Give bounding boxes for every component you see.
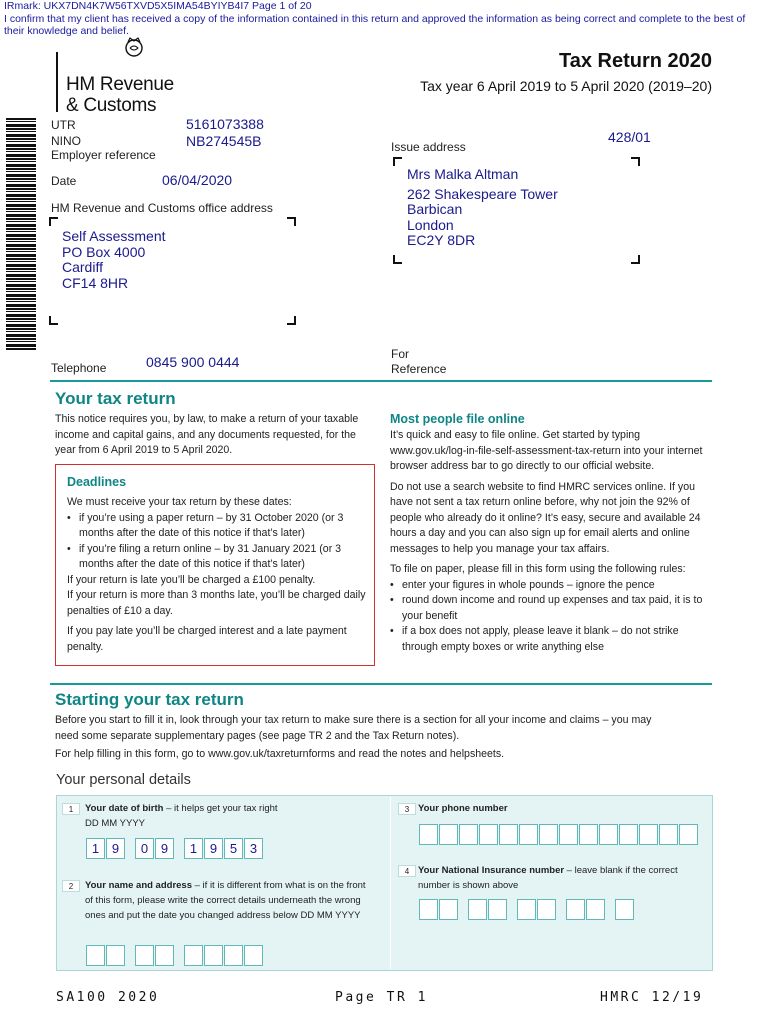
list-item: • if you’re using a paper return – by 31 October 2020 (or 3 months after the date of this notice if that’s later)	[67, 511, 367, 542]
phone-cell[interactable]	[479, 824, 498, 845]
file-online-text: Do not use a search website to find HMRC services online. If you have not sent a tax return online before, why not join the 92% of people who already do it online? It’s easy, secure and available 24 hours a day and you can also sign up for email alerts and online messages to help you manage your tax affairs.	[390, 480, 701, 555]
issue-address-line: Barbican	[407, 201, 463, 218]
issue-address-line: EC2Y 8DR	[407, 231, 476, 248]
phone-cell[interactable]	[659, 824, 678, 845]
change-date-year-4[interactable]	[244, 945, 263, 966]
irmark-line: IRmark: UKX7DN4K7W56TXVD5X5IMA54BYIYB4I7 Page 1 of 20	[4, 0, 312, 12]
phone-cell[interactable]	[499, 824, 518, 845]
change-date-year-1[interactable]	[184, 945, 203, 966]
your-tax-return-heading: Your tax return	[55, 389, 176, 408]
dob-month-2[interactable]: 9	[155, 838, 174, 859]
nino-cell[interactable]	[615, 899, 634, 920]
barcode	[6, 118, 36, 350]
hmrc-version: HMRC 12/19	[600, 990, 704, 1005]
for-reference-label: Reference	[391, 362, 447, 376]
royal-crest-icon	[120, 36, 148, 58]
utr-label: UTR	[51, 118, 76, 132]
form-divider	[390, 797, 391, 969]
phone-cell[interactable]	[519, 824, 538, 845]
dob-month-1[interactable]: 0	[135, 838, 154, 859]
employer-reference-label: Employer reference	[51, 148, 156, 162]
list-item: • if a box does not apply, please leave it blank – do not strike through empty boxes or write anything else	[390, 624, 712, 655]
nino-cell[interactable]	[439, 899, 458, 920]
list-item: • round down income and round up expenses and tax paid, it is to your benefit	[390, 593, 712, 624]
phone-cell[interactable]	[419, 824, 438, 845]
phone-cell[interactable]	[619, 824, 638, 845]
dob-year-2[interactable]: 9	[204, 838, 223, 859]
personal-details-heading: Your personal details	[56, 772, 191, 788]
address-corner	[287, 217, 296, 226]
question-number: 4	[398, 865, 416, 877]
change-date-month-2[interactable]	[155, 945, 174, 966]
phone-cell[interactable]	[679, 824, 698, 845]
change-date-month-1[interactable]	[135, 945, 154, 966]
phone-cell[interactable]	[579, 824, 598, 845]
office-address-line: PO Box 4000	[62, 243, 146, 260]
starting-heading: Starting your tax return	[55, 690, 244, 709]
change-date-year-2[interactable]	[204, 945, 223, 966]
list-item: • if you’re filing a return online – by 31 January 2021 (or 3 months after the date of this notice if that’s later)	[67, 542, 367, 573]
issue-address-label: Issue address	[391, 140, 466, 154]
phone-cell[interactable]	[559, 824, 578, 845]
dob-hint: – it helps get your tax right	[163, 803, 278, 814]
dob-day-2[interactable]: 9	[106, 838, 125, 859]
address-corner	[49, 217, 58, 226]
section-divider	[50, 683, 712, 685]
deadlines-intro: We must receive your tax return by these dates:	[67, 496, 292, 508]
deadlines-box	[55, 464, 375, 666]
for-reference-label: For	[391, 347, 409, 361]
nino-cell[interactable]	[468, 899, 487, 920]
nino-cell[interactable]	[419, 899, 438, 920]
starting-text: Before you start to fill it in, look through your tax return to make sure there is a section for all your income and claims – you may need some separate supplementary pages (see page TR 2 and the Tax Return notes).	[55, 714, 652, 742]
issue-reference: 428/01	[608, 129, 651, 145]
list-item: • enter your figures in whole pounds – ignore the pence	[390, 578, 712, 594]
phone-cell[interactable]	[599, 824, 618, 845]
office-address-line: Cardiff	[62, 259, 103, 275]
address-corner	[393, 255, 402, 264]
phone-cell[interactable]	[539, 824, 558, 845]
logo-rule	[56, 52, 58, 112]
address-corner	[287, 316, 296, 325]
file-online-content	[390, 428, 712, 655]
utr-value: 5161073388	[186, 116, 264, 132]
late-payment-text: If you pay late you’ll be charged interest and a late payment penalty.	[67, 625, 347, 653]
address-corner	[631, 157, 640, 166]
name-address-hint: – if it is different from what is on the front of this form, please write the correct details underneath the wrong ones and put the date you changed address below DD MM YYYY	[85, 880, 366, 921]
office-address	[62, 229, 166, 291]
issue-address-line: 262 Shakespeare Tower	[407, 186, 558, 203]
file-online-heading: Most people file online	[390, 412, 525, 426]
question-number: 1	[62, 803, 80, 815]
question-number: 2	[62, 880, 80, 892]
address-corner	[631, 255, 640, 264]
change-date-day-2[interactable]	[106, 945, 125, 966]
dob-day-1[interactable]: 1	[86, 838, 105, 859]
dob-year-3[interactable]: 5	[224, 838, 243, 859]
name-address-label: Your name and address	[85, 880, 192, 891]
dob-format: DD MM YYYY	[85, 818, 146, 829]
nino-question-label: Your National Insurance number	[418, 865, 565, 876]
form-reference: SA100 2020	[56, 990, 160, 1005]
dob-year-1[interactable]: 1	[184, 838, 203, 859]
address-corner	[49, 316, 58, 325]
nino-question	[418, 863, 708, 893]
dob-question	[85, 801, 375, 831]
confirmation-text: I confirm that my client has received a copy of the information contained in this return and approved the information as being correct and complete to the best of their knowledge and belief.	[4, 12, 746, 37]
dob-year-4[interactable]: 3	[244, 838, 263, 859]
date-label: Date	[51, 174, 77, 188]
telephone-label: Telephone	[51, 361, 107, 375]
nino-value: NB274545B	[186, 133, 262, 149]
telephone-value: 0845 900 0444	[146, 354, 240, 370]
logo-text-line2: & Customs	[66, 95, 157, 116]
office-address-line: Self Assessment	[62, 228, 166, 244]
issue-address	[407, 167, 558, 248]
address-corner	[393, 157, 402, 166]
nino-cell[interactable]	[537, 899, 556, 920]
nino-cell[interactable]	[586, 899, 605, 920]
tax-year-subtitle: Tax year 6 April 2019 to 5 April 2020 (2019–20)	[420, 78, 712, 94]
paper-rules-list	[390, 578, 712, 656]
date-value: 06/04/2020	[162, 172, 233, 188]
phone-cell[interactable]	[639, 824, 658, 845]
change-date-year-3[interactable]	[224, 945, 243, 966]
office-address-line: CF14 8HR	[62, 274, 129, 291]
phone-label: Your phone number	[418, 803, 508, 814]
phone-cell[interactable]	[459, 824, 478, 845]
page-number: Page TR 1	[335, 990, 428, 1005]
change-date-day-1[interactable]	[86, 945, 105, 966]
hmrc-logo	[46, 22, 206, 116]
deadlines-heading: Deadlines	[67, 475, 127, 489]
issue-address-line: Mrs Malka Altman	[407, 166, 519, 182]
nino-cell[interactable]	[517, 899, 536, 920]
logo-text-line1: HM Revenue	[66, 74, 174, 95]
phone-cell[interactable]	[439, 824, 458, 845]
issue-address-line: London	[407, 216, 454, 233]
nino-hint: – leave blank if the correct number is shown above	[418, 865, 678, 891]
help-text: For help filling in this form, go to www.gov.uk/taxreturnforms and read the notes and helpsheets.	[55, 748, 505, 760]
dob-label: Your date of birth	[85, 803, 164, 814]
section-divider	[50, 380, 712, 382]
deadlines-content	[67, 495, 367, 655]
nino-label: NINO	[51, 134, 81, 148]
office-address-label: HM Revenue and Customs office address	[51, 201, 273, 215]
page-title: Tax Return 2020	[558, 50, 712, 72]
paper-rules-intro: To file on paper, please fill in this form using the following rules:	[390, 563, 686, 575]
notice-text: This notice requires you, by law, to make a return of your taxable income and capital gains, and any documents requested, for the year from 6 April 2019 to 5 April 2020.	[55, 413, 359, 456]
nino-cell[interactable]	[488, 899, 507, 920]
nino-cell[interactable]	[566, 899, 585, 920]
phone-question	[418, 801, 708, 816]
late-penalty-text: If your return is more than 3 months late, you’ll be charged daily penalties of £10 a day.	[67, 589, 366, 617]
question-number: 3	[398, 803, 416, 815]
name-address-question	[85, 878, 375, 923]
late-penalty-text: If your return is late you’ll be charged a £100 penalty.	[67, 573, 316, 586]
deadlines-list	[67, 511, 367, 573]
file-online-text: It’s quick and easy to file online. Get started by typing www.gov.uk/log-in-file-self-assessment-tax-return into your internet browser address bar to go directly to our official website.	[390, 429, 703, 472]
